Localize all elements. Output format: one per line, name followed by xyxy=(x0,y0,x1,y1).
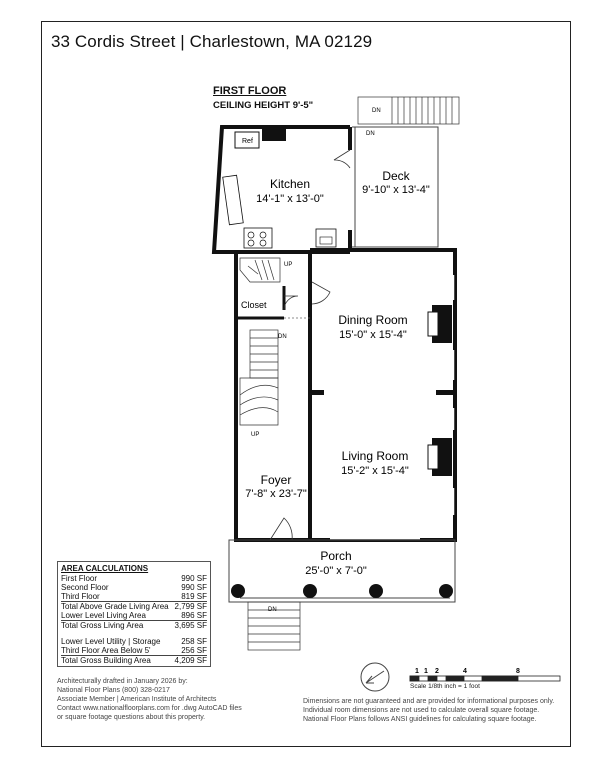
area-row: Lower Level Living Area 896 SF xyxy=(61,611,207,620)
foyer-dims: 7'-8" x 23'-7" xyxy=(245,488,307,500)
area-row: Second Floor 990 SF xyxy=(61,583,207,592)
sink-box xyxy=(316,229,336,247)
deck-label: Deck xyxy=(382,169,410,183)
area-row: Lower Level Utility | Storage 258 SF xyxy=(61,637,207,646)
scale-tick-3: 2 xyxy=(435,668,439,675)
dining-room-dims: 15'-0" x 15'-4" xyxy=(339,329,407,341)
column-right xyxy=(436,390,454,395)
property-address: 33 Cordis Street | Charlestown, MA 02129 xyxy=(51,32,373,51)
area-row: First Floor 990 SF xyxy=(61,574,207,583)
scale-caption: Scale 1/8th inch = 1 foot xyxy=(410,683,480,690)
porch-label: Porch xyxy=(320,549,352,563)
dining-door xyxy=(312,282,330,304)
lower-stair-dn-label: DN xyxy=(278,334,287,340)
scale-tick-1: 1 xyxy=(415,668,419,675)
front-door xyxy=(270,518,292,540)
refrigerator-label: Ref xyxy=(242,138,253,145)
lower-stair-up-label: UP xyxy=(251,432,260,438)
living-room-dims: 15'-2" x 15'-4" xyxy=(341,465,409,477)
kitchen-door-swing xyxy=(334,150,350,168)
scale-tick-4: 4 xyxy=(463,668,467,675)
column-left xyxy=(310,390,324,395)
porch-column-2 xyxy=(303,584,317,598)
ceiling-height: CEILING HEIGHT 9'-5" xyxy=(213,100,314,111)
deck-dims: 9'-10" x 13'-4" xyxy=(362,184,430,196)
living-room-label: Living Room xyxy=(341,449,409,463)
footer-left-line: Architecturally drafted in January 2026 by: xyxy=(57,678,188,685)
lower-stair xyxy=(240,330,278,425)
dining-fireplace-opening xyxy=(428,312,438,336)
footer-left-line: or square footage questions about this property. xyxy=(57,714,206,721)
floor-title: FIRST FLOOR xyxy=(213,85,287,97)
closet-door xyxy=(284,296,298,310)
area-row: Total Gross Living Area 3,695 SF xyxy=(61,621,207,630)
porch-stairs-dn-label: DN xyxy=(268,607,277,613)
deck-stairs-dn-label-2: DN xyxy=(366,131,375,137)
area-row: Third Floor 819 SF xyxy=(61,592,207,601)
area-calculations-table xyxy=(57,561,211,667)
footer-left-line: Associate Member | American Institute of Architects xyxy=(57,696,217,703)
area-table-title: AREA CALCULATIONS xyxy=(61,564,149,573)
dining-room-label: Dining Room xyxy=(338,313,408,327)
porch-dims: 25'-0" x 7'-0" xyxy=(305,565,367,577)
foyer-label: Foyer xyxy=(260,473,292,487)
area-row: Total Above Grade Living Area 2,799 SF xyxy=(61,602,207,611)
upper-stair xyxy=(240,258,280,282)
closet-label: Closet xyxy=(241,300,267,310)
area-row: Total Gross Building Area 4,209 SF xyxy=(61,656,207,665)
kitchen-label: Kitchen xyxy=(269,177,311,191)
footer-right-line: Dimensions are not guaranteed and are provided for informational purposes only. xyxy=(303,698,555,705)
kitchen-counter-slanted xyxy=(223,175,244,224)
porch-column-4 xyxy=(439,584,453,598)
porch-column-1 xyxy=(231,584,245,598)
living-fireplace-opening xyxy=(428,445,438,469)
scale-tick-2: 1 xyxy=(424,668,428,675)
stove-box xyxy=(244,228,272,248)
footer-right-line: Individual room dimensions are not used to calculate overall square footage. xyxy=(303,707,540,714)
scale-tick-5: 8 xyxy=(516,668,520,675)
footer-credits xyxy=(57,677,242,722)
compass-icon xyxy=(361,663,389,691)
footer-left-line: Contact www.nationalfloorplans.com for .dwg AutoCAD files xyxy=(57,705,242,712)
kitchen-dims: 14'-1" x 13'-0" xyxy=(256,193,324,205)
area-row: Third Floor Area Below 5' 256 SF xyxy=(61,646,207,655)
scale-bar xyxy=(410,676,560,681)
footer-right-line: National Floor Plans follows ANSI guidelines for calculating square footage. xyxy=(303,716,537,723)
footer-disclaimer xyxy=(303,697,554,724)
footer-left-line: National Floor Plans (800) 328-0217 xyxy=(57,687,170,694)
deck-stairs-dn-label: DN xyxy=(372,108,381,114)
upper-stair-up-label: UP xyxy=(284,262,293,268)
porch-column-3 xyxy=(369,584,383,598)
kitchen-cabinet-top xyxy=(262,129,286,141)
